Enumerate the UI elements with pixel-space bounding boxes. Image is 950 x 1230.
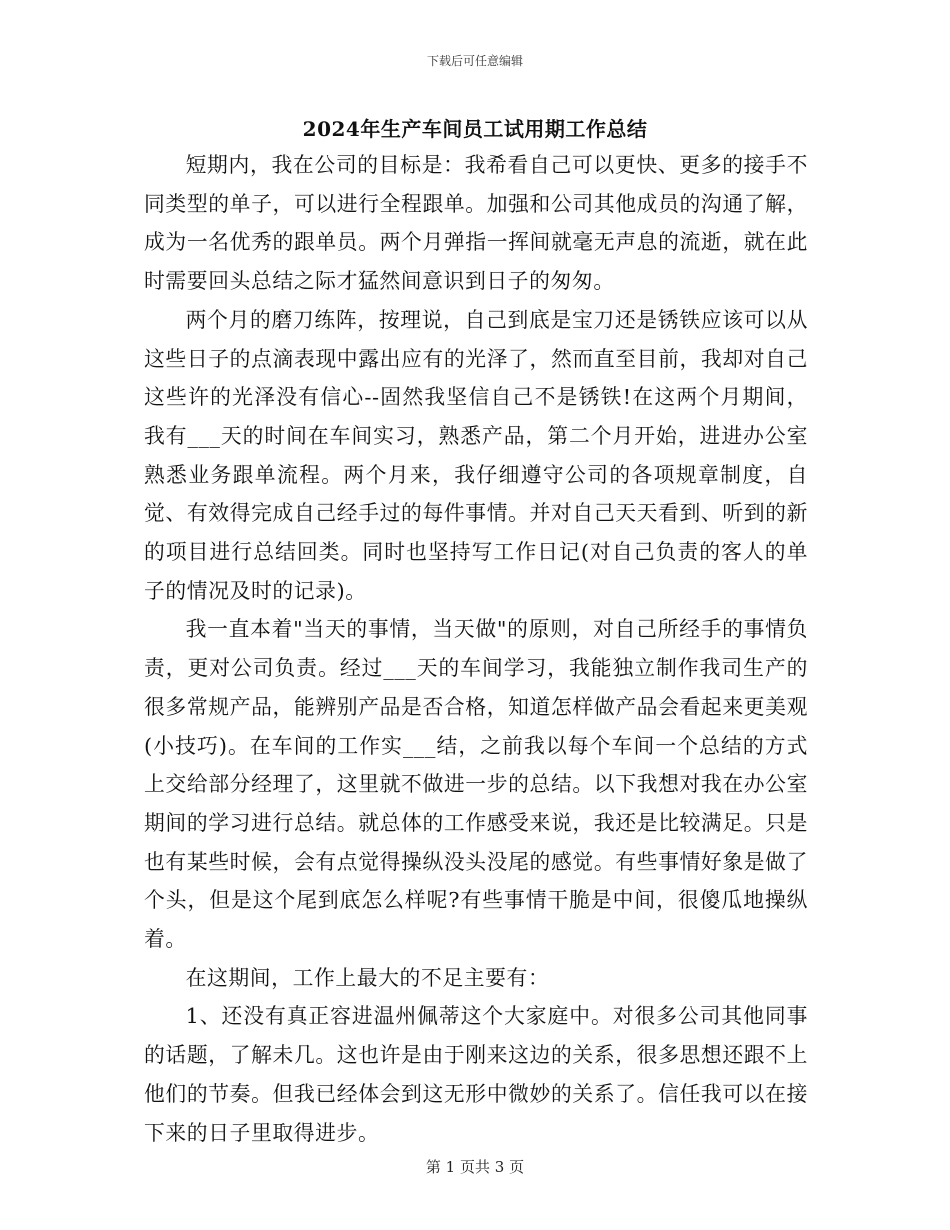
paragraph: 1、还没有真正容进温州佩蒂这个大家庭中。对很多公司其他同事的话题，了解未几。这也许是由于刚来这边的关系，很多思想还跟不上他们的节奏。但我已经体会到这无形中微妙的关系了。信任我可以在接下来的日子里取得进步。 (144, 1004, 808, 1145)
document-body (144, 146, 808, 1152)
paragraph: 短期内，我在公司的目标是：我希看自己可以更快、更多的接手不同类型的单子，可以进行全程跟单。加强和公司其他成员的沟通了解，成为一名优秀的跟单员。两个月弹指一挥间就毫无声息的流逝，就在此时需要回头总结之际才猛然间意识到日子的匆匆。 (144, 153, 808, 294)
document-title: 2024年生产车间员工试用期工作总结 (302, 117, 648, 141)
paragraph: 在这期间，工作上最大的不足主要有： (185, 965, 550, 990)
page-header-note: 下载后可任意编辑 (426, 54, 523, 68)
page-indicator: 第 1 页共 3 页 (425, 1158, 525, 1176)
paragraph: 两个月的磨刀练阵，按理说，自己到底是宝刀还是锈铁应该可以从这些日子的点滴表现中露出应有的光泽了，然而直至目前，我却对自己这些许的光泽没有信心--固然我坚信自己不是锈铁!在这两个月期间，我有___天的时间在车间实习，熟悉产品，第二个月开始，进进办公室熟悉业务跟单流程。两个月来，我仔细遵守公司的各项规章制度，自觉、有效得完成自己经手过的每件事情。并对自己天天看到、听到的新的项目进行总结回类。同时也坚持写工作日记(对自己负责的客人的单子的情况及时的记录)。 (144, 307, 808, 603)
paragraph: 我一直本着"当天的事情，当天做"的原则，对自己所经手的事情负责，更对公司负责。经过___天的车间学习，我能独立制作我司生产的很多常规产品，能辨别产品是否合格，知道怎样做产品会看起来更美观(小技巧)。在车间的工作实___结，之前我以每个车间一个总结的方式上交给部分经理了，这里就不做进一步的总结。以下我想对我在办公室期间的学习进行总结。就总体的工作感受来说，我还是比较满足。只是也有某些时候，会有点觉得操纵没头没尾的感觉。有些事情好象是做了个头，但是这个尾到底怎么样呢?有些事情干脆是中间，很傻瓜地操纵着。 (144, 617, 808, 952)
